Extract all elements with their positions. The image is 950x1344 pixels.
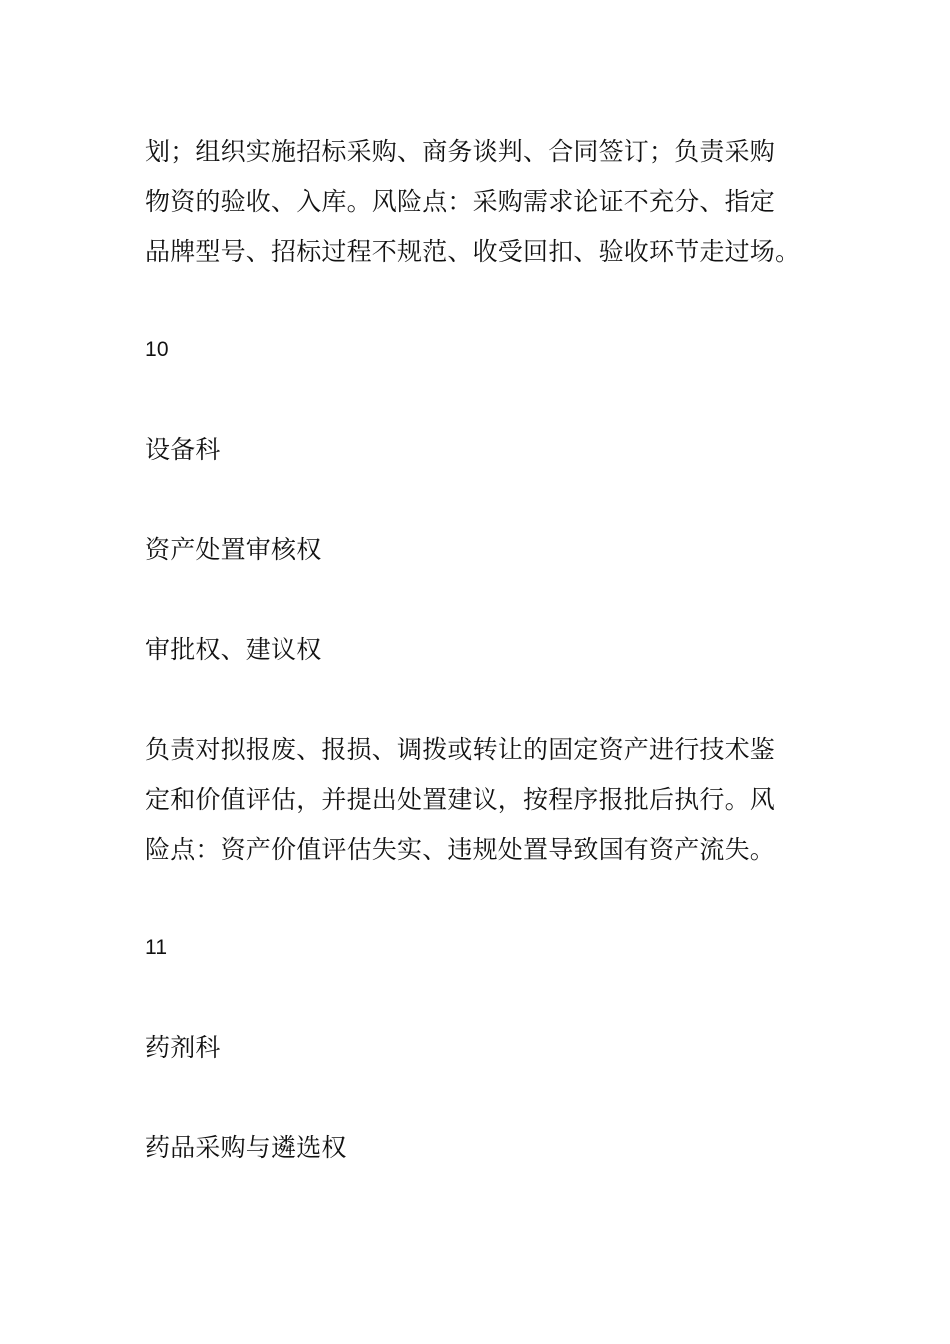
power-item: 药品采购与遴选权 [145,1133,347,1162]
text-line: 物资的验收、入库。风险点：采购需求论证不充分、指定 [145,187,776,216]
text-line: 险点：资产价值评估失实、违规处置导致国有资产流失。 [145,835,776,864]
row-number: 11 [145,936,168,959]
text-line: 定和价值评估，并提出处置建议，按程序报批后执行。风 [145,785,776,814]
department-name: 设备科 [145,435,221,464]
text-line: 负责对拟报废、报损、调拨或转让的固定资产进行技术鉴 [145,735,776,764]
text-line: 品牌型号、招标过程不规范、收受回扣、验收环节走过场。 [145,237,801,266]
power-type: 审批权、建议权 [145,635,322,664]
procurement-description [145,127,810,277]
row-number: 10 [145,338,169,361]
department-name: 药剂科 [145,1033,221,1062]
text-line: 划；组织实施招标采购、商务谈判、合同签订；负责采购 [145,137,776,166]
power-item: 资产处置审核权 [145,535,322,564]
asset-disposal-description [145,725,810,875]
